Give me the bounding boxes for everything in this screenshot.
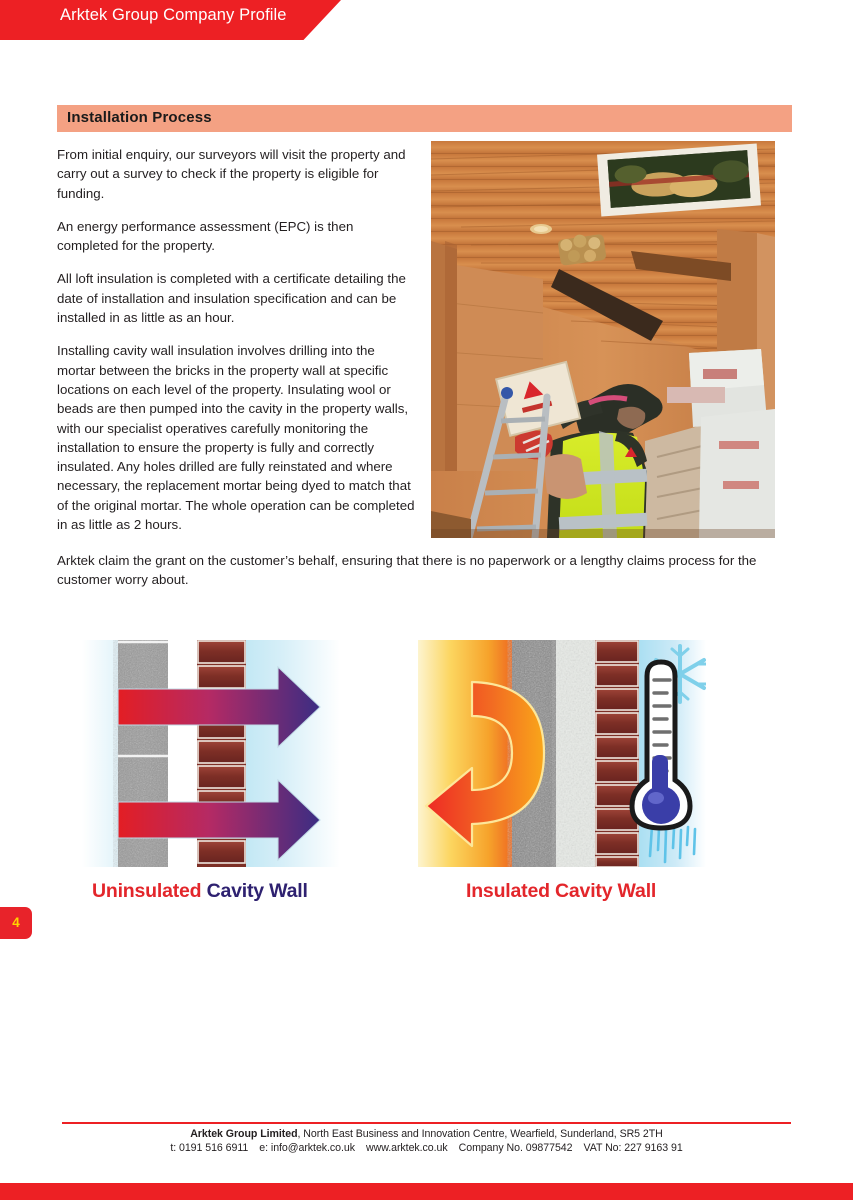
paragraph-3: All loft insulation is completed with a certificate detailing the date of installation and insulation specification and can be installed in as little as an hour. xyxy=(57,271,406,326)
footer-divider xyxy=(62,1122,791,1124)
body-text-column xyxy=(57,145,415,534)
page-header xyxy=(0,0,853,40)
section-title: Installation Process xyxy=(67,109,212,126)
footer-contact-line xyxy=(0,1142,853,1154)
uninsulated-wall-diagram xyxy=(82,640,340,867)
paragraph-2: An energy performance assessment (EPC) is then completed for the property. xyxy=(57,218,354,254)
installation-photo xyxy=(431,141,775,538)
footer-company-number: Company No. 09877542 xyxy=(458,1142,573,1154)
insulated-wall-diagram xyxy=(418,640,706,867)
insulated-caption: Insulated Cavity Wall xyxy=(466,880,657,902)
footer-red-band xyxy=(0,1183,853,1200)
paragraph-1: From initial enquiry, our surveyors will visit the property and carry out a survey to check if the property is eligible for funding. xyxy=(57,147,406,201)
uninsulated-caption-part1: Uninsulated xyxy=(92,880,202,902)
cavity-wall-diagrams xyxy=(0,640,853,920)
uninsulated-caption-part2: Cavity Wall xyxy=(206,880,308,902)
footer-phone: t: 0191 516 6911 xyxy=(170,1142,249,1154)
closing-paragraph: Arktek claim the grant on the customer’s behalf, ensuring that there is no paperwork or a lengthy claims process for the customer worry about. xyxy=(57,553,757,588)
footer-website[interactable]: www.arktek.co.uk xyxy=(366,1142,448,1154)
uninsulated-caption xyxy=(92,880,308,903)
footer-company-line xyxy=(0,1128,853,1140)
page-number-tab xyxy=(0,907,32,939)
page-number: 4 xyxy=(12,915,20,931)
footer-address: , North East Business and Innovation Centre, Wearfield, Sunderland, SR5 2TH xyxy=(297,1128,663,1140)
footer-company-name: Arktek Group Limited xyxy=(190,1128,298,1140)
paragraph-4: Installing cavity wall insulation involves drilling into the mortar between the bricks in the property wall at specific locations on each level of the property. Insulating wool or beads are then pumped into the cavity in the property walls, with our specialist operatives carefully monitoring the installation to ensure the property is fully and correctly insulated. Any holes drilled are fully reinstated and where necessary, the replacement mortar being dyed to match that of the original mortar. The whole operation can be completed in as little as 2 hours. xyxy=(57,343,415,533)
footer-vat-number: VAT No: 227 9163 91 xyxy=(583,1142,683,1154)
header-title: Arktek Group Company Profile xyxy=(60,6,287,24)
footer-email[interactable]: e: info@arktek.co.uk xyxy=(259,1142,355,1154)
